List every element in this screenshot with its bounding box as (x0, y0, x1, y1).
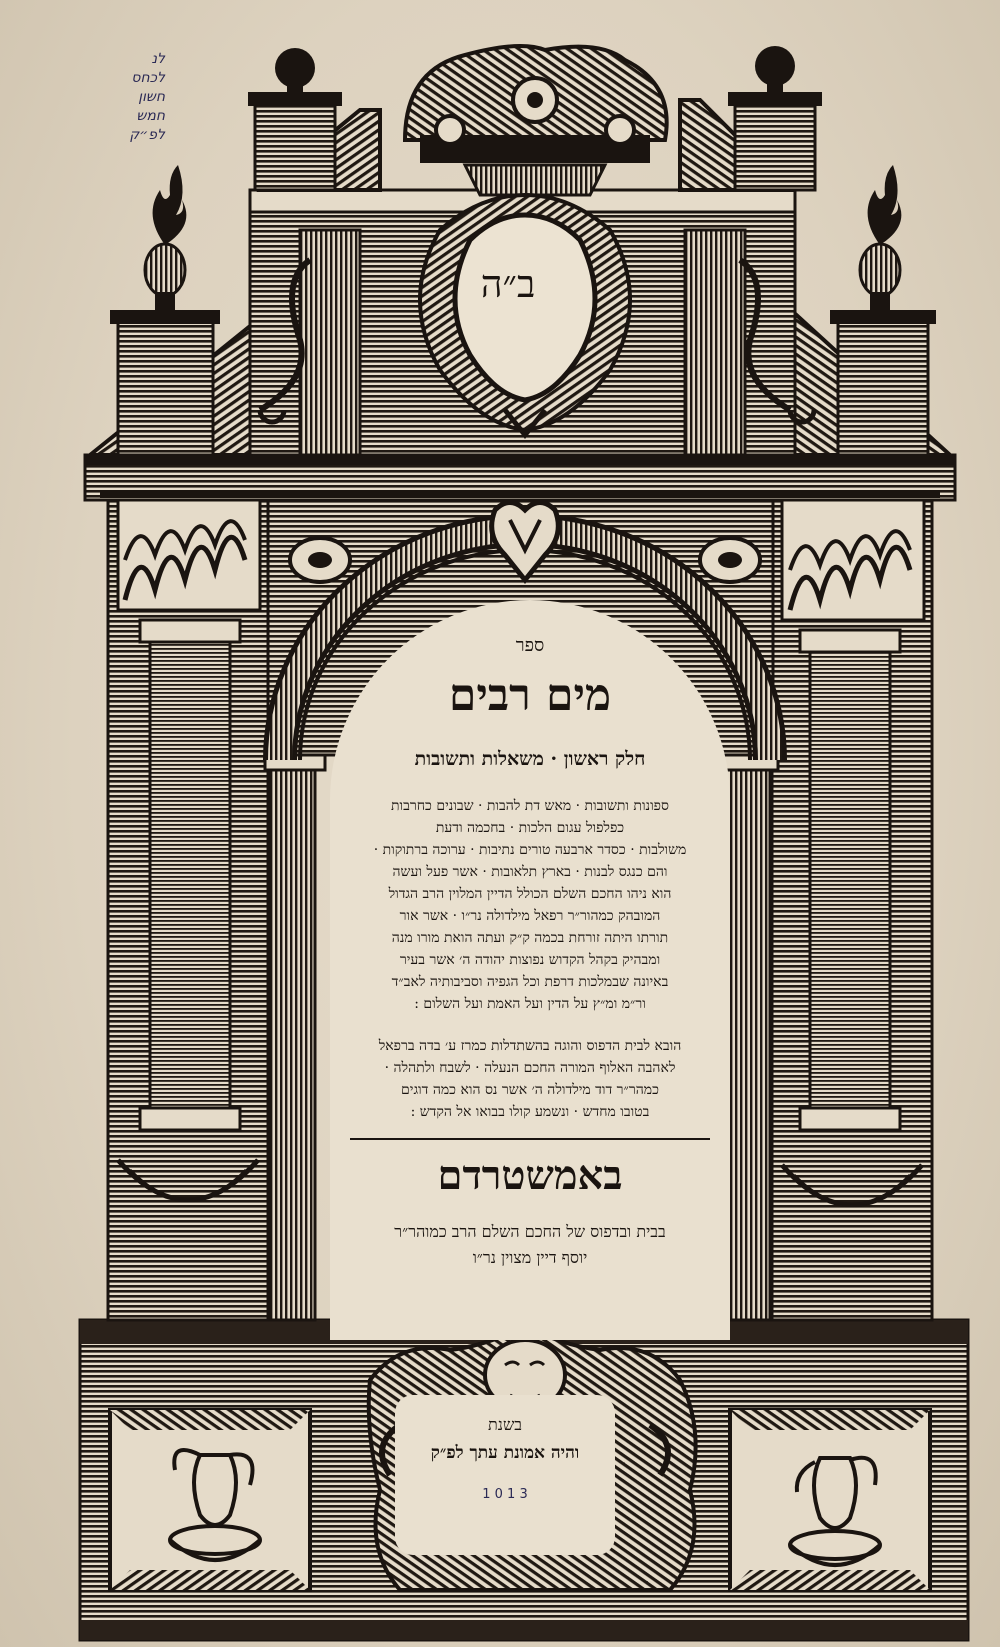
title-panel (330, 600, 730, 1340)
chronogram: והיה אמונת עתך לפ״ק (430, 1443, 580, 1463)
body-line: באיונה שבמלכות דרפת וכל הגפיה וסביבותיה לאב״ד (391, 974, 669, 990)
margin-note-line: לנ (151, 51, 165, 67)
body-line: ור״מ ומ״ץ על הדין ועל האמת ועל השלום : (414, 996, 646, 1012)
margin-note-line: לפ״ק (129, 127, 165, 143)
shield-monogram: ב״ה (480, 262, 536, 306)
margin-note-line: חשון (138, 89, 165, 105)
body-line: כמהר״ר דוד מילדולה ה׳ אשר נס הוא כמה דוגים (401, 1082, 659, 1098)
flaming-urn-left (110, 165, 220, 455)
body-line: הובא לבית הדפוס והוגה בהשתדלות כמרז ע׳ בדה ברפאל (378, 1038, 682, 1054)
handwritten-margin-note (95, 50, 165, 145)
body-line: לאהבה האלוף המורה החכם הנעלה · לשבח ולתהלה · (384, 1060, 676, 1076)
body-line: תורתו היתה זורחת בכמה ק״ק ועתה הואת מורו מנה (391, 930, 669, 946)
body-line: כפלפול עגום הלכות · בחכמה ודעת (435, 820, 625, 836)
printer-line: יוסף דיין מצוין נר״ו (472, 1248, 588, 1267)
body-line: ספונות ותשובות · מאש דת להבות · שבונים כחרבות (391, 798, 669, 814)
year-label: בשנת (488, 1415, 522, 1434)
date-cartouche (395, 1395, 615, 1555)
body-line: ומבהיק בקהל הקדוש נפוצות יהודה ה׳ אשר בעיר (399, 952, 661, 968)
margin-note-line: לכחס (131, 70, 165, 86)
margin-note-line: חמש (136, 108, 165, 124)
body-line: המובהק כמהור״ר רפאל מילדולה נר״ו · אשר אור (399, 908, 661, 924)
handwritten-year: 1 0 1 3 (482, 1487, 528, 1502)
body-line: משולבות · כסדר ארבעה טורים נתיבות · ערוכה ברתוקות · (373, 842, 687, 858)
printer-line: בבית ובדפוס של החכם השלם הרב כמוהר״ר (394, 1222, 666, 1241)
book-title: מים רבים (448, 670, 612, 721)
right-column (772, 490, 932, 1320)
crown (405, 46, 667, 195)
body-line: הוא ניהו החכם השלם הכולל הדיין המלוין הרב הגדול (388, 886, 672, 902)
left-column (108, 490, 268, 1320)
book-subtitle: חלק ראשון · משאלות ותשובות (414, 748, 646, 770)
body-line: והם כנגס לבנות · בארץ תלאובות · אשר פעל ועשה (392, 864, 668, 880)
flaming-urn-right (830, 165, 936, 455)
body-line: בטובו מחדש · ונשמע קולו בבואו אל הקדש : (410, 1104, 650, 1120)
divider (350, 1138, 710, 1140)
place-of-printing: באמשטרדם (437, 1152, 623, 1199)
sefer-label: ספר (515, 635, 545, 656)
